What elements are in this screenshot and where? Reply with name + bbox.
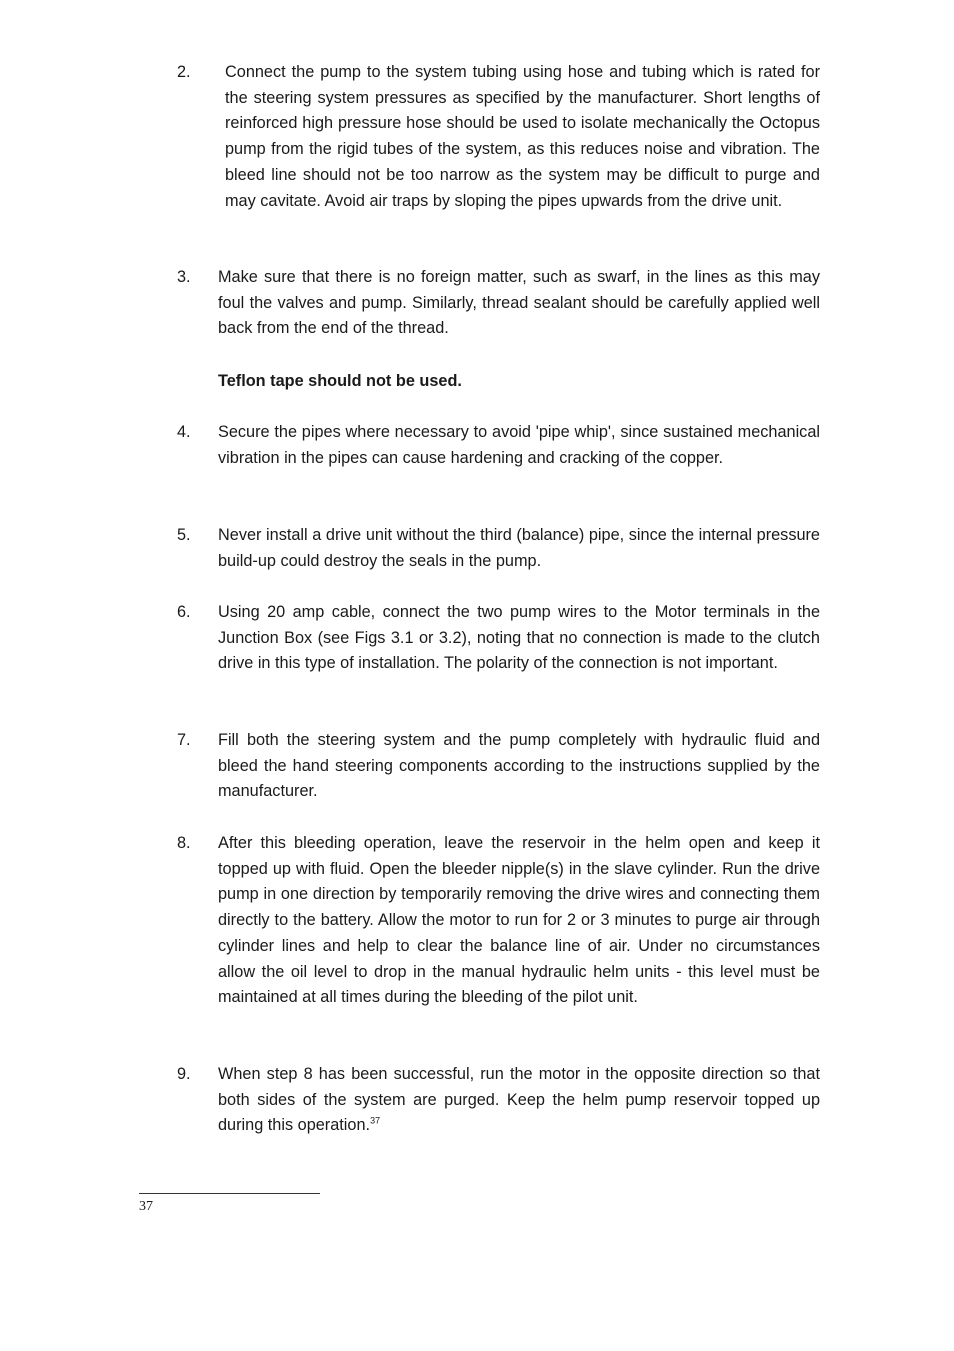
item-text-body: When step 8 has been successful, run the motor in the opposite direction so that both sides of the system are purged. Keep the helm pump reservoir topped up during this operation. [218, 1065, 820, 1135]
item-number: 6. [177, 603, 191, 621]
footnote-separator [139, 1193, 320, 1194]
item-text: Secure the pipes where necessary to avoid 'pipe whip', since sustained mechanical vibration in the pipes can cause hardening and cracking of the copper. [218, 423, 820, 467]
item-text: Make sure that there is no foreign matter, such as swarf, in the lines as this may foul the valves and pump. Similarly, thread sealant should be carefully applied well back from the end of the thread. [218, 268, 820, 338]
footnote-reference: 37 [370, 1115, 381, 1126]
item-text [218, 1062, 820, 1139]
item-number: 2. [177, 63, 191, 81]
teflon-warning: Teflon tape should not be used. [218, 372, 462, 390]
item-text: Connect the pump to the system tubing using hose and tubing which is rated for the steering system pressures as specified by the manufacturer. Short lengths of reinforced high pressure hose should be used to isolate mechanically the Octopus pump from the rigid tubes of the system, as this reduces noise and vibration. The bleed line should not be too narrow as the system may be difficult to purge and may cavitate. Avoid air traps by sloping the pipes upwards from the drive unit. [225, 63, 820, 210]
footnote-number: 37 [139, 1199, 153, 1214]
item-text: Fill both the steering system and the pump completely with hydraulic fluid and bleed the hand steering components according to the instructions supplied by the manufacturer. [218, 731, 820, 801]
item-number: 5. [177, 526, 191, 544]
item-number: 3. [177, 268, 191, 286]
item-number: 8. [177, 834, 191, 852]
item-number: 9. [177, 1065, 191, 1083]
item-text: Using 20 amp cable, connect the two pump wires to the Motor terminals in the Junction Box (see Figs 3.1 or 3.2), noting that no connection is made to the clutch drive in this type of installation. The polarity of the connection is not important. [218, 603, 820, 673]
item-text: Never install a drive unit without the third (balance) pipe, since the internal pressure build-up could destroy the seals in the pump. [218, 526, 820, 570]
item-number: 4. [177, 423, 191, 441]
item-number: 7. [177, 731, 191, 749]
item-text: After this bleeding operation, leave the reservoir in the helm open and keep it topped up with fluid. Open the bleeder nipple(s) in the slave cylinder. Run the drive pump in one direction by temporarily removing the drive wires and connecting them directly to the battery. Allow the motor to run for 2 or 3 minutes to purge air through cylinder lines and help to clear the balance line of air. Under no circumstances allow the oil level to drop in the manual hydraulic helm units - this level must be maintained at all times during the bleeding of the pilot unit. [218, 834, 820, 1007]
